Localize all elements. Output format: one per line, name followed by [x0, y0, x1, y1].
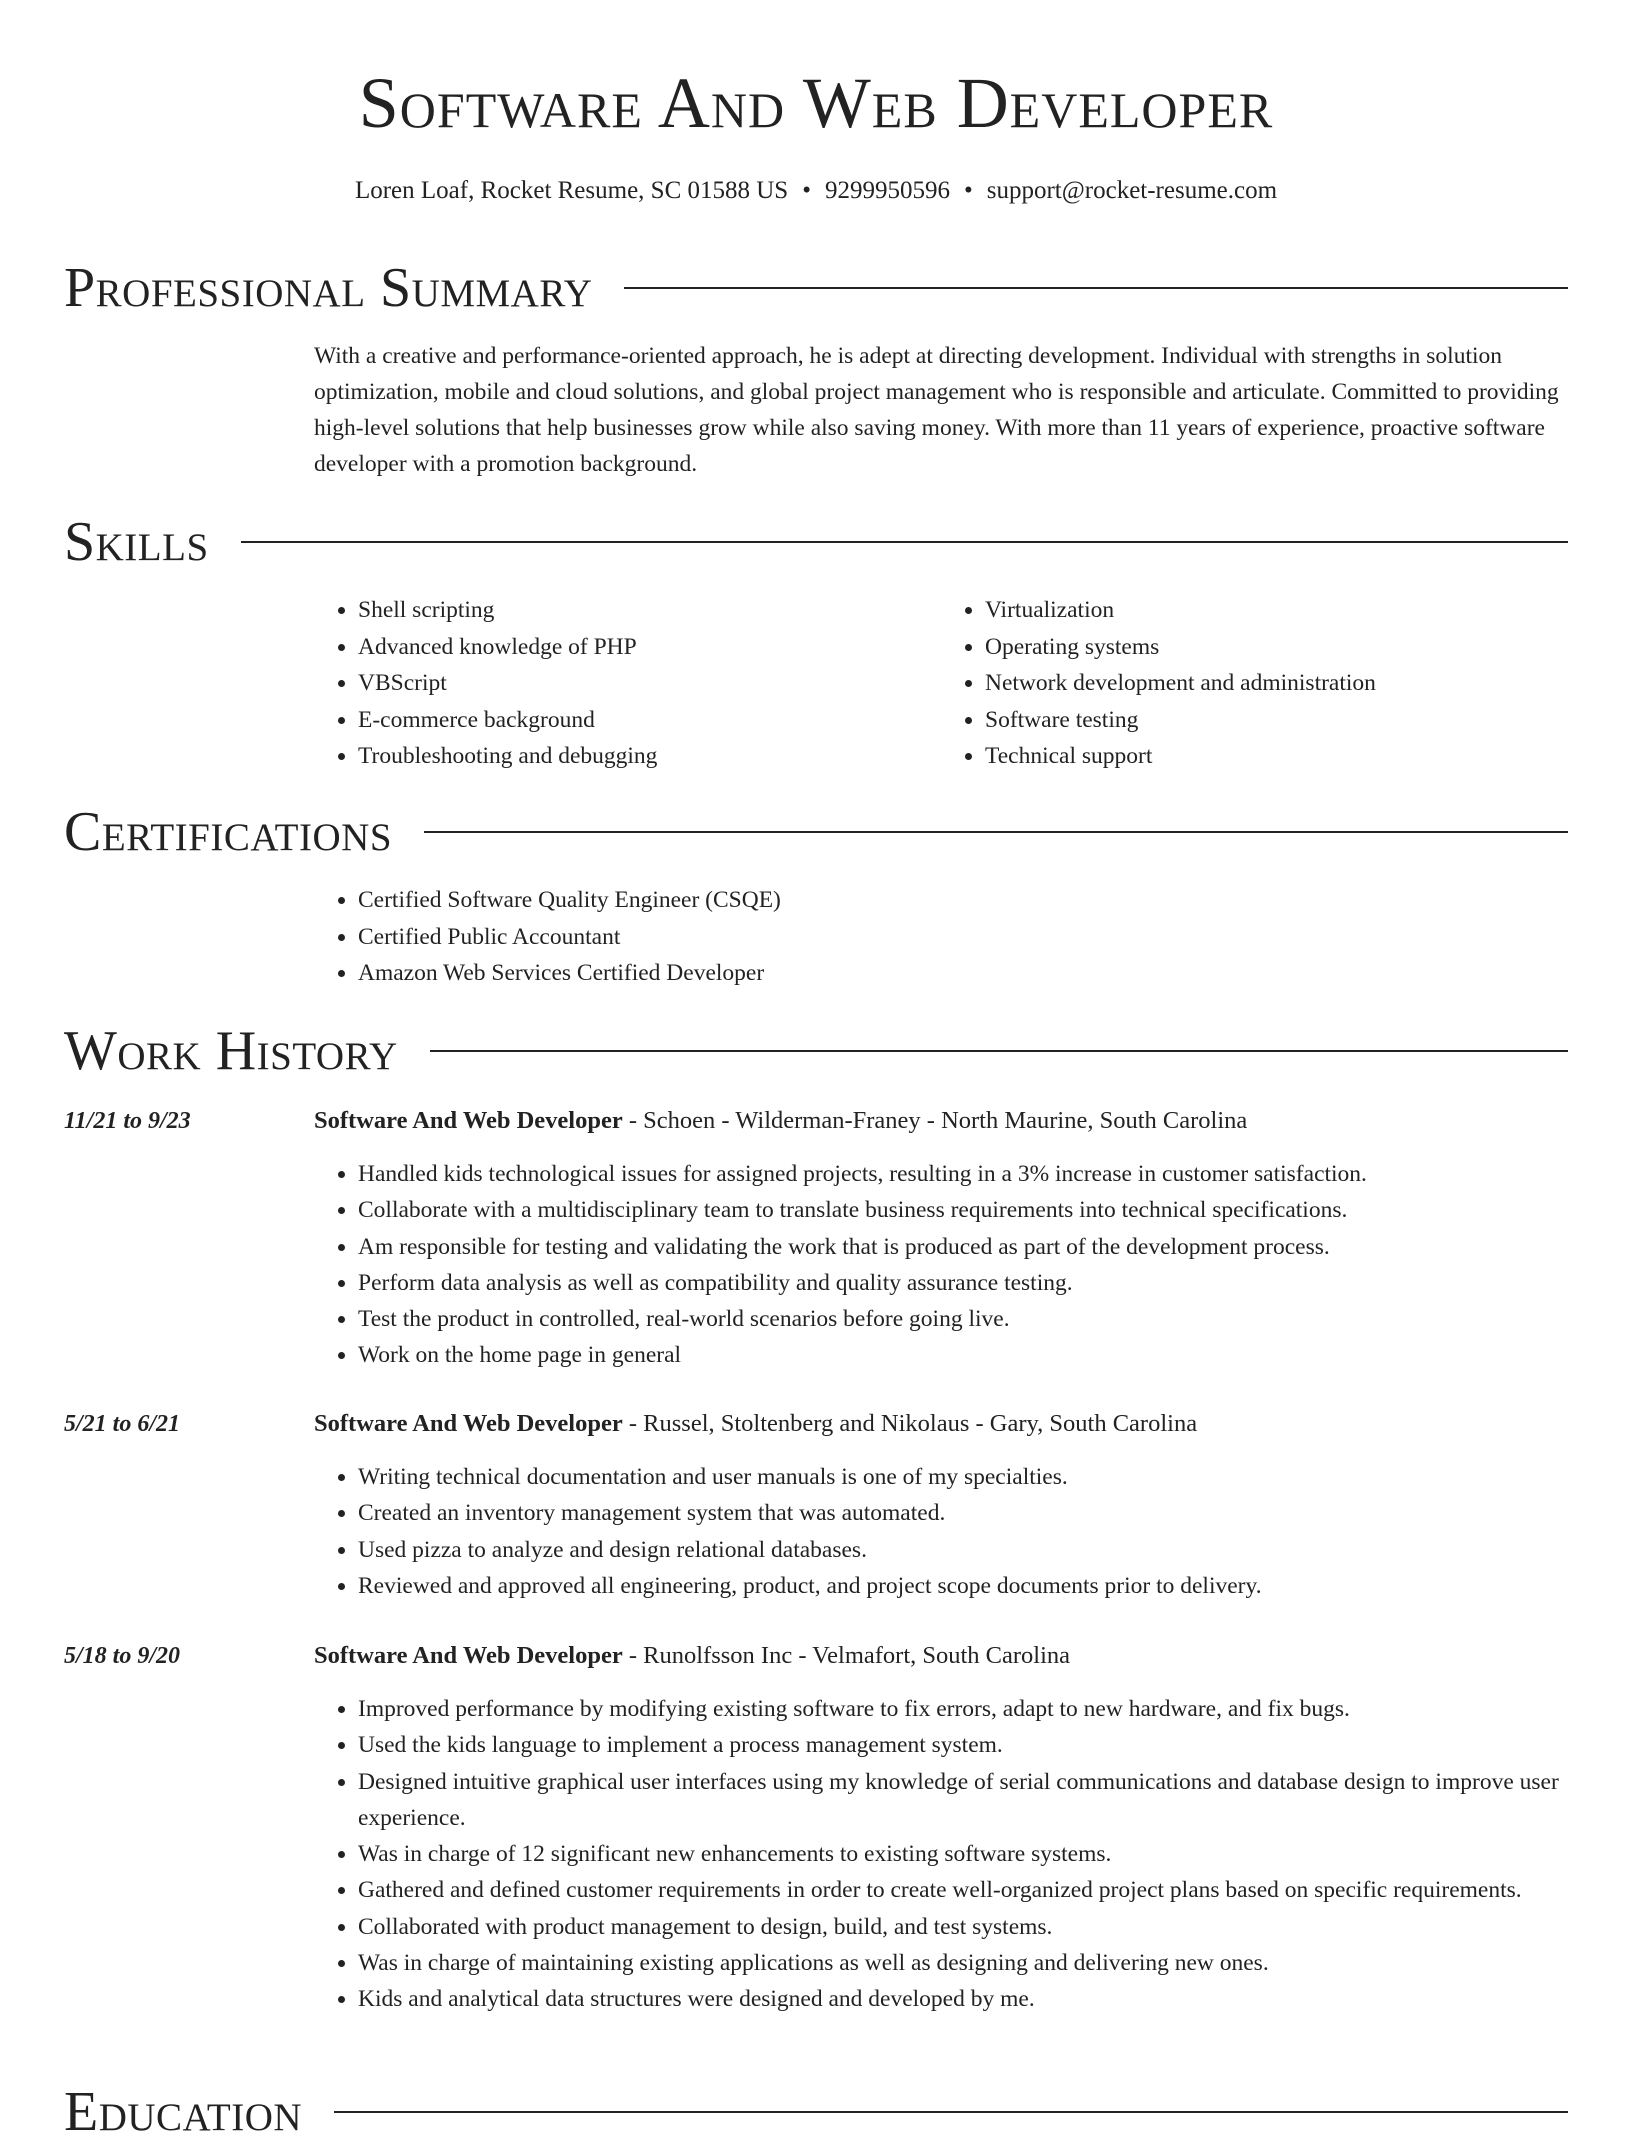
job-bullet: • Test the product in controlled, real-world scenarios before going live.	[358, 1301, 1568, 1337]
job-bullet: • Am responsible for testing and validating the work that is produced as part of the development process.	[358, 1229, 1568, 1265]
skill-item: • VBScript	[358, 665, 941, 702]
job-bullet: • Collaborate with a multidisciplinary team to translate business requirements into technical specifications.	[358, 1192, 1568, 1228]
job-bullet: • Writing technical documentation and user manuals is one of my specialties.	[358, 1459, 1568, 1495]
job-bullet: • Collaborated with product management to design, build, and test systems.	[358, 1909, 1568, 1945]
job-bullet: • Reviewed and approved all engineering, product, and project scope documents prior to delivery.	[358, 1568, 1568, 1604]
certification-item: • Certified Public Accountant	[358, 919, 1568, 956]
certification-item: • Certified Software Quality Engineer (CSQE)	[358, 882, 1568, 919]
section-title-summary: Professional Summary	[64, 257, 593, 319]
job-bullet: • Used pizza to analyze and design relational databases.	[358, 1532, 1568, 1568]
job-heading	[314, 1638, 1568, 1674]
job-title: Software And Web Developer	[314, 1642, 623, 1669]
job-employer: - Russel, Stoltenberg and Nikolaus - Gary, South Carolina	[622, 1410, 1198, 1437]
section-header-certifications	[64, 800, 1568, 864]
job-dates: 5/18 to 9/20	[64, 1643, 181, 1669]
job-bullets	[314, 1156, 1568, 1374]
job-bullet: • Kids and analytical data structures were designed and developed by me.	[358, 1981, 1568, 2017]
contact-separator: •	[802, 177, 811, 204]
section-rule	[430, 1050, 1568, 1052]
certification-item: • Amazon Web Services Certified Developer	[358, 955, 1568, 992]
skill-item: • Network development and administration	[985, 665, 1568, 702]
skill-item: • E-commerce background	[358, 702, 941, 739]
job-dates: 11/21 to 9/23	[64, 1108, 191, 1134]
contact-phone: 9299950596	[824, 177, 950, 204]
section-header-skills	[64, 510, 1568, 574]
section-title-skills: Skills	[64, 511, 209, 573]
job-heading	[314, 1406, 1568, 1442]
skills-list-right	[941, 592, 1568, 775]
summary-text: With a creative and performance-oriented approach, he is adept at directing development. Individual with strengths in solution optimization, mobile and cloud solutions, and global project management who is responsible and articulate. Committed to providing high-level solutions that help businesses grow while also saving money. With more than 11 years of experience, proactive software developer with a promotion background.	[314, 343, 1559, 477]
summary-block	[314, 338, 1568, 482]
job-bullet: • Designed intuitive graphical user interfaces using my knowledge of serial communications and database design to improve user experience.	[358, 1764, 1568, 1837]
job-bullet: • Gathered and defined customer requirements in order to create well-organized project plans based on specific requirements.	[358, 1872, 1568, 1908]
job-bullet: • Perform data analysis as well as compatibility and quality assurance testing.	[358, 1265, 1568, 1301]
section-title-certifications: Certifications	[64, 801, 393, 863]
job-bullet: • Was in charge of 12 significant new enhancements to existing software systems.	[358, 1836, 1568, 1872]
section-title-education: Education	[64, 2081, 303, 2143]
job-bullet: • Was in charge of maintaining existing applications as well as designing and delivering new ones.	[358, 1945, 1568, 1981]
job-title: Software And Web Developer	[314, 1410, 623, 1437]
job-bullets	[314, 1459, 1568, 1604]
skill-item: • Virtualization	[985, 592, 1568, 629]
contact-separator: •	[963, 177, 973, 204]
section-header-education	[64, 2080, 1568, 2144]
job-heading	[314, 1103, 1568, 1139]
job-bullet: • Created an inventory management system that was automated.	[358, 1495, 1568, 1531]
certifications-list	[314, 882, 1568, 992]
job-bullets	[314, 1691, 1568, 2018]
section-rule	[424, 831, 1568, 833]
job-bullet: • Handled kids technological issues for assigned projects, resulting in a 3% increase in customer satisfaction.	[358, 1156, 1568, 1192]
skill-item: • Advanced knowledge of PHP	[358, 629, 941, 666]
skill-item: • Shell scripting	[358, 592, 941, 629]
skill-item: • Operating systems	[985, 629, 1568, 666]
job-bullet: • Improved performance by modifying existing software to fix errors, adapt to new hardware, and fix bugs.	[358, 1691, 1568, 1727]
skills-block	[314, 592, 1568, 775]
section-title-work: Work History	[64, 1020, 398, 1082]
section-rule	[241, 541, 1568, 543]
job-bullet: • Used the kids language to implement a process management system.	[358, 1727, 1568, 1763]
job-employer: - Schoen - Wilderman-Franey - North Maurine, South Carolina	[622, 1107, 1248, 1134]
job-employer: - Runolfsson Inc - Velmafort, South Carolina	[622, 1642, 1071, 1669]
certifications-block	[314, 882, 1568, 992]
section-header-work	[64, 1019, 1568, 1083]
job-dates: 5/21 to 6/21	[64, 1411, 181, 1437]
resume-name: Software And Web Developer	[358, 63, 1274, 143]
section-rule	[334, 2111, 1568, 2113]
contact-address: Loren Loaf, Rocket Resume, SC 01588 US	[354, 177, 789, 204]
skill-item: • Software testing	[985, 702, 1568, 739]
section-rule	[624, 287, 1568, 289]
section-header-summary	[64, 256, 1568, 320]
job-title: Software And Web Developer	[314, 1107, 623, 1134]
skill-item: • Technical support	[985, 738, 1568, 775]
skill-item: • Troubleshooting and debugging	[358, 738, 941, 775]
job-bullet: • Work on the home page in general	[358, 1337, 1568, 1373]
contact-line	[0, 173, 1632, 209]
contact-email: support@rocket-resume.com	[986, 177, 1278, 204]
skills-list-left	[314, 592, 941, 775]
